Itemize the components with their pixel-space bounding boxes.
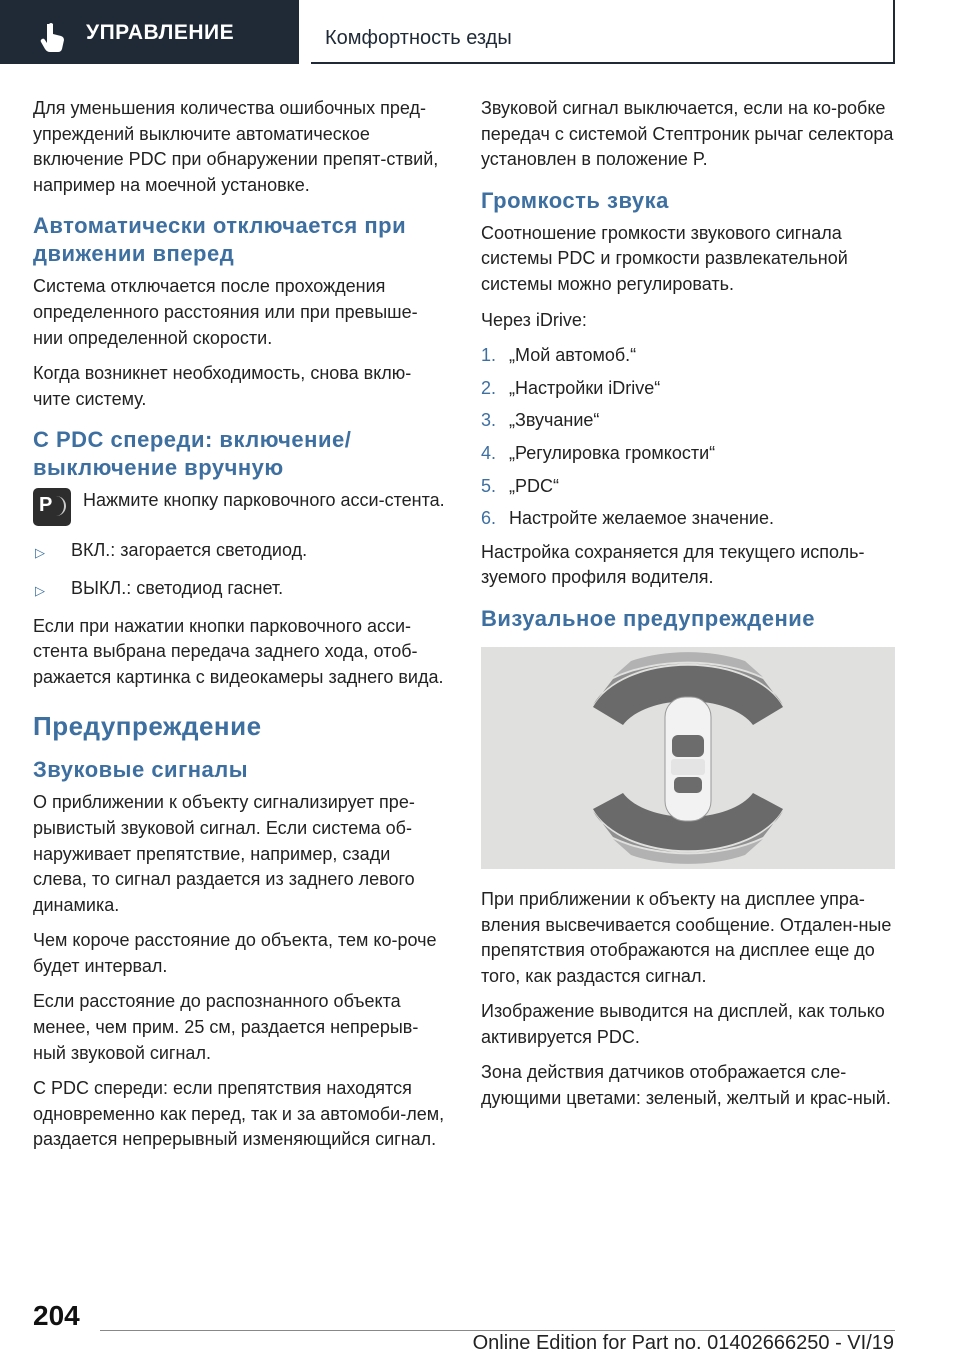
park-assist-button-icon: P [33, 488, 71, 526]
right-column [481, 96, 895, 1122]
paragraph: Настройка сохраняется для текущего исполь‐зуемого профиля водителя. [481, 541, 865, 588]
steps-list [481, 343, 895, 532]
list-item: ▷ ВЫКЛ.: светодиод гаснет. [33, 576, 447, 604]
paragraph: Система отключается после прохождения определенного расстояния или при превыше‐нии определенной скорости. [33, 276, 418, 348]
footer-divider [100, 1330, 895, 1331]
paragraph: При приближении к объекту на дисплее упра‐вления высвечивается сообщение. Отдален‐ные препятствия отображаются на дисплее еще до того, как раздастся сигнал. [481, 888, 892, 986]
paragraph: Соотношение громкости звукового сигнала системы PDC и громкости развлекательной системы можно регулировать. [481, 222, 848, 294]
chapter-tab[interactable] [0, 0, 299, 64]
pdc-button-instruction [33, 488, 447, 526]
list-item: 2. „Настройки iDrive“ [481, 377, 661, 398]
pdc-display-illustration [481, 647, 895, 869]
heading-front-manual: С PDC спереди: включение/ выключение вручную [33, 427, 352, 481]
paragraph: Изображение выводится на дисплей, как только активируется PDC. [481, 1001, 885, 1047]
paragraph: С PDC спереди: если препятствия находятся одновременно как перед, так и за автомоби‐лем, раздается непрерывный изменяющийся сигнал. [33, 1078, 445, 1150]
heading-auto-off: Автоматически отключается при движении вперед [33, 213, 407, 267]
heading-sounds: Звуковые сигналы [33, 757, 249, 783]
list-item: 5. „PDC“ [481, 475, 559, 496]
triangle-bullet-icon: ▷ [35, 582, 45, 598]
hand-pointer-icon [40, 22, 66, 52]
triangle-bullet-icon: ▷ [35, 545, 45, 561]
paragraph: Нажмите кнопку парковочного асси‐стента. [83, 490, 445, 511]
paragraph: Через iDrive: [481, 309, 587, 330]
chapter-title: УПРАВЛЕНИЕ [86, 21, 235, 44]
section-title: Комфортность езды [325, 27, 512, 49]
list-item: ▷ ВКЛ.: загорается светодиод. [33, 538, 447, 566]
list-item: 3. „Звучание“ [481, 410, 600, 431]
paragraph: Зона действия датчиков отображается сле‐дующими цветами: зеленый, желтый и крас‐ный. [481, 1062, 891, 1109]
left-column [33, 96, 447, 1163]
paragraph: О приближении к объекту сигнализирует пре‐рывистый звуковой сигнал. Если система об‐наруживает препятствие, например, сзади слева, то сигнал раздается из заднего левого динамика. [33, 792, 415, 915]
paragraph: Если расстояние до распознанного объекта менее, чем прим. 25 см, раздается непрерыв‐ный звуковой сигнал. [33, 991, 419, 1063]
heading-warning: Предупреждение [33, 711, 262, 742]
paragraph: Если при нажатии кнопки парковочного асси‐стента выбрана передача заднего хода, отоб‐ражается картинка с видеокамеры заднего вида. [33, 615, 444, 687]
paragraph: Звуковой сигнал выключается, если на ко‐робке передач с системой Стептроник рычаг селектора установлен в положение P. [481, 98, 894, 170]
paragraph: Когда возникнет необходимость, снова вклю‐чите систему. [33, 363, 412, 409]
list-item: 6. Настройте желаемое значение. [481, 508, 774, 529]
page-number: 204 [33, 1300, 80, 1331]
edition-text: Online Edition for Part no. 01402666250 - VI/19 [472, 1332, 894, 1354]
heading-volume: Громкость звука [481, 187, 669, 213]
list-item: 4. „Регулировка громкости“ [481, 442, 716, 463]
paragraph: Для уменьшения количества ошибочных пред‐упреждений выключите автоматическое включение PDC при обнаружении препят‐ствий, например на моечной установке. [33, 98, 439, 195]
paragraph: Чем короче расстояние до объекта, тем ко‐роче будет интервал. [33, 930, 437, 976]
heading-visual: Визуальное предупреждение [481, 605, 816, 631]
section-header [311, 0, 895, 64]
list-item: 1. „Мой автомоб.“ [481, 345, 637, 366]
car-sensor-zones-icon [481, 647, 895, 869]
